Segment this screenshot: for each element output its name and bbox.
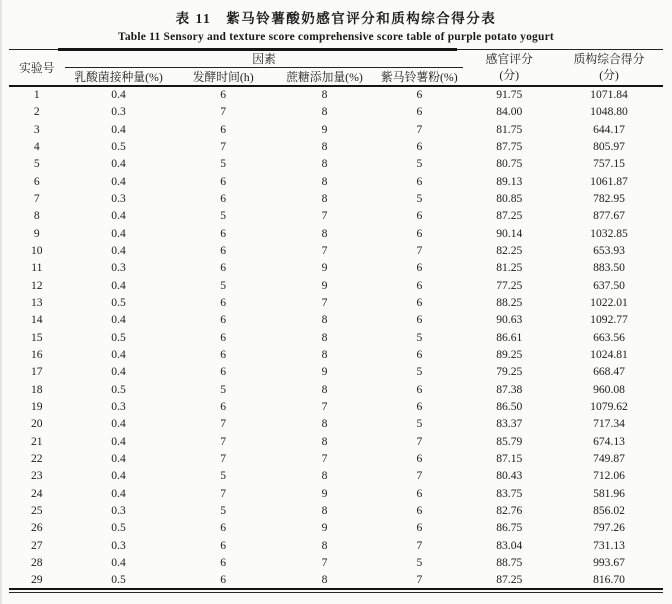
cell-fermentation-time: 6 [220, 174, 227, 188]
cell-sensory-score: 87.15 [496, 452, 523, 466]
table-title-zh: 表 11 紫马铃薯酸奶感官评分和质构综合得分表 [175, 11, 497, 26]
cell-purple-potato-powder: 7 [416, 434, 423, 448]
table-row [9, 242, 663, 259]
table-row [9, 416, 663, 433]
cell-sensory-score: 85.79 [496, 434, 523, 448]
cell-texture-score: 1022.01 [590, 296, 628, 309]
cell-texture-score: 1061.87 [590, 174, 628, 188]
cell-sucrose-addition: 8 [321, 573, 328, 586]
cell-sensory-score: 87.25 [496, 209, 523, 223]
cell-sensory-score: 80.75 [496, 157, 523, 171]
cell-purple-potato-powder: 5 [416, 417, 423, 431]
table-row [9, 572, 663, 589]
table-row [9, 502, 663, 519]
table-row [9, 173, 663, 190]
cell-lactic-inoculation: 0.5 [111, 382, 126, 396]
table-row [9, 398, 663, 415]
cell-sucrose-addition: 8 [321, 382, 328, 396]
cell-purple-potato-powder: 6 [416, 278, 423, 292]
cell-lactic-inoculation: 0.4 [111, 469, 126, 483]
cell-sucrose-addition: 7 [321, 556, 328, 570]
cell-texture-score: 816.70 [593, 573, 625, 586]
cell-exp-no: 13 [30, 296, 43, 309]
table-row [9, 225, 663, 242]
orthogonal-results-table [9, 49, 663, 590]
cell-texture-score: 877.67 [593, 209, 625, 223]
cell-purple-potato-powder: 6 [416, 139, 423, 153]
cell-exp-no: 7 [33, 191, 40, 205]
cell-purple-potato-powder: 5 [416, 365, 423, 379]
cell-sensory-score: 81.25 [496, 261, 523, 275]
cell-sensory-score: 86.75 [496, 521, 523, 535]
cell-fermentation-time: 6 [220, 296, 227, 309]
cell-exp-no: 20 [30, 417, 43, 431]
cell-fermentation-time: 7 [220, 434, 227, 448]
cell-exp-no: 23 [30, 469, 43, 483]
cell-lactic-inoculation: 0.3 [111, 538, 126, 552]
cell-purple-potato-powder: 5 [416, 330, 423, 344]
cell-exp-no: 10 [30, 243, 43, 257]
cell-lactic-inoculation: 0.4 [111, 417, 126, 431]
cell-fermentation-time: 6 [220, 261, 227, 275]
table-row [9, 103, 663, 120]
cell-fermentation-time: 5 [220, 278, 227, 292]
cell-lactic-inoculation: 0.4 [111, 209, 126, 223]
cell-exp-no: 29 [30, 573, 43, 586]
cell-sensory-score: 83.04 [496, 538, 523, 552]
cell-sucrose-addition: 8 [321, 174, 328, 188]
cell-purple-potato-powder: 7 [416, 243, 423, 257]
cell-lactic-inoculation: 0.4 [111, 348, 126, 362]
cell-sucrose-addition: 9 [321, 278, 328, 292]
cell-lactic-inoculation: 0.3 [111, 400, 126, 414]
cell-sensory-score: 80.85 [496, 191, 523, 205]
cell-fermentation-time: 6 [220, 538, 227, 552]
cell-sensory-score: 80.43 [496, 469, 523, 483]
cell-purple-potato-powder: 5 [416, 157, 423, 171]
cell-lactic-inoculation: 0.5 [111, 573, 126, 586]
cell-exp-no: 27 [30, 538, 43, 552]
table-row [9, 537, 663, 554]
cell-fermentation-time: 6 [220, 313, 227, 327]
cell-fermentation-time: 6 [220, 88, 227, 102]
cell-lactic-inoculation: 0.4 [111, 88, 126, 102]
cell-fermentation-time: 6 [220, 400, 227, 414]
table-title-en: Table 11 Sensory and texture score comprehensive score table of purple potato yogurt [118, 31, 554, 43]
cell-texture-score: 1092.77 [590, 313, 628, 327]
cell-sucrose-addition: 7 [321, 296, 328, 309]
cell-sucrose-addition: 8 [321, 88, 328, 102]
header-sensory-line2: (分) [499, 67, 520, 82]
cell-sucrose-addition: 8 [321, 191, 328, 205]
cell-fermentation-time: 6 [220, 226, 227, 240]
cell-exp-no: 5 [33, 157, 40, 171]
table-row [9, 294, 663, 311]
cell-purple-potato-powder: 6 [416, 313, 423, 327]
header-sucrose-addition: 蔗糖添加量(%) [274, 68, 375, 87]
cell-lactic-inoculation: 0.4 [111, 452, 126, 466]
table-body [9, 86, 663, 589]
cell-exp-no: 22 [30, 452, 43, 466]
cell-sucrose-addition: 7 [321, 452, 328, 466]
cell-texture-score: 674.13 [593, 434, 625, 448]
cell-sucrose-addition: 9 [321, 261, 328, 275]
cell-sucrose-addition: 9 [321, 486, 328, 500]
cell-purple-potato-powder: 6 [416, 105, 423, 119]
cell-texture-score: 805.97 [593, 139, 625, 153]
cell-sucrose-addition: 9 [321, 521, 328, 535]
header-fermentation-time: 发酵时间(h) [172, 68, 273, 87]
cell-purple-potato-powder: 6 [416, 452, 423, 466]
table-row [9, 381, 663, 398]
cell-purple-potato-powder: 6 [416, 261, 423, 275]
cell-lactic-inoculation: 0.4 [111, 226, 126, 240]
cell-purple-potato-powder: 5 [416, 191, 423, 205]
table-row [9, 485, 663, 502]
cell-sucrose-addition: 8 [321, 538, 328, 552]
cell-fermentation-time: 7 [220, 417, 227, 431]
cell-sensory-score: 77.25 [496, 278, 523, 292]
cell-texture-score: 717.34 [593, 417, 625, 431]
cell-purple-potato-powder: 6 [416, 88, 423, 102]
cell-sensory-score: 79.25 [496, 365, 523, 379]
cell-purple-potato-powder: 6 [416, 226, 423, 240]
cell-texture-score: 1024.81 [590, 348, 628, 362]
cell-sensory-score: 87.25 [496, 573, 523, 586]
cell-sensory-score: 84.00 [496, 105, 523, 119]
cell-sensory-score: 81.75 [496, 122, 523, 136]
cell-texture-score: 856.02 [593, 504, 625, 518]
header-factors-group: 因素 [65, 50, 464, 68]
cell-sucrose-addition: 8 [321, 105, 328, 119]
table-row [9, 277, 663, 294]
cell-lactic-inoculation: 0.4 [111, 313, 126, 327]
cell-sucrose-addition: 8 [321, 226, 328, 240]
table-row [9, 155, 663, 172]
cell-texture-score: 960.08 [593, 382, 625, 396]
cell-exp-no: 28 [30, 556, 43, 570]
cell-purple-potato-powder: 6 [416, 521, 423, 535]
cell-exp-no: 26 [30, 521, 43, 535]
cell-exp-no: 19 [30, 400, 43, 414]
cell-sucrose-addition: 7 [321, 209, 328, 223]
cell-lactic-inoculation: 0.4 [111, 365, 126, 379]
cell-sensory-score: 82.76 [496, 504, 523, 518]
cell-sucrose-addition: 8 [321, 348, 328, 362]
cell-lactic-inoculation: 0.3 [111, 261, 126, 275]
cell-sucrose-addition: 7 [321, 400, 328, 414]
cell-texture-score: 668.47 [593, 365, 625, 379]
cell-sucrose-addition: 8 [321, 504, 328, 518]
cell-fermentation-time: 6 [220, 122, 227, 136]
cell-exp-no: 17 [30, 365, 43, 379]
table-row [9, 207, 663, 224]
cell-sucrose-addition: 8 [321, 417, 328, 431]
cell-sensory-score: 90.63 [496, 313, 523, 327]
cell-sucrose-addition: 8 [321, 157, 328, 171]
cell-texture-score: 993.67 [593, 556, 625, 570]
cell-sucrose-addition: 9 [321, 365, 328, 379]
cell-sensory-score: 89.25 [496, 348, 523, 362]
table-row [9, 520, 663, 537]
cell-exp-no: 12 [30, 278, 43, 292]
cell-fermentation-time: 7 [220, 486, 227, 500]
cell-lactic-inoculation: 0.3 [111, 105, 126, 119]
cell-purple-potato-powder: 7 [416, 122, 423, 136]
cell-texture-score: 653.93 [593, 243, 625, 257]
cell-exp-no: 11 [31, 261, 43, 275]
cell-sensory-score: 86.50 [496, 400, 523, 414]
cell-fermentation-time: 6 [220, 191, 227, 205]
cell-purple-potato-powder: 6 [416, 504, 423, 518]
cell-fermentation-time: 6 [220, 573, 227, 586]
table-row [9, 450, 663, 467]
cell-exp-no: 14 [30, 313, 43, 327]
cell-texture-score: 1079.62 [590, 400, 628, 414]
cell-exp-no: 24 [30, 486, 43, 500]
cell-sensory-score: 89.13 [496, 174, 523, 188]
cell-lactic-inoculation: 0.5 [111, 139, 126, 153]
cell-lactic-inoculation: 0.5 [111, 521, 126, 535]
cell-sucrose-addition: 8 [321, 139, 328, 153]
cell-fermentation-time: 5 [220, 382, 227, 396]
cell-texture-score: 637.50 [593, 278, 625, 292]
header-texture-line2: (分) [599, 67, 619, 82]
cell-exp-no: 15 [30, 330, 43, 344]
cell-lactic-inoculation: 0.4 [111, 243, 126, 257]
table-row [9, 468, 663, 485]
data-table-wrapper [9, 49, 663, 593]
cell-fermentation-time: 6 [220, 348, 227, 362]
header-sensory-score [463, 50, 555, 87]
cell-texture-score: 757.15 [593, 157, 625, 171]
table-row [9, 329, 663, 346]
cell-exp-no: 21 [30, 434, 43, 448]
header-lactic-inoculation: 乳酸菌接种量(%) [65, 68, 173, 87]
table-row [9, 311, 663, 328]
cell-texture-score: 797.26 [593, 521, 625, 535]
cell-sucrose-addition: 8 [321, 469, 328, 483]
cell-exp-no: 1 [33, 88, 40, 102]
cell-texture-score: 749.87 [593, 452, 625, 466]
cell-lactic-inoculation: 0.3 [111, 191, 126, 205]
cell-exp-no: 4 [33, 139, 40, 153]
cell-exp-no: 8 [33, 209, 40, 223]
scan-gutter-shadow [0, 0, 3, 604]
cell-purple-potato-powder: 7 [416, 573, 423, 586]
cell-exp-no: 9 [33, 226, 40, 240]
cell-purple-potato-powder: 6 [416, 174, 423, 188]
table-row [9, 190, 663, 207]
cell-exp-no: 6 [33, 174, 40, 188]
cell-fermentation-time: 5 [220, 209, 227, 223]
cell-purple-potato-powder: 6 [416, 348, 423, 362]
cell-sucrose-addition: 8 [321, 434, 328, 448]
table-header [9, 50, 663, 87]
cell-texture-score: 1048.80 [590, 105, 628, 119]
cell-texture-score: 644.17 [593, 122, 625, 136]
cell-sensory-score: 86.61 [496, 330, 523, 344]
cell-texture-score: 883.50 [593, 261, 625, 275]
table-row [9, 554, 663, 571]
cell-sucrose-addition: 8 [321, 313, 328, 327]
cell-sensory-score: 90.14 [496, 226, 523, 240]
cell-lactic-inoculation: 0.4 [111, 434, 126, 448]
cell-purple-potato-powder: 7 [416, 469, 423, 483]
cell-purple-potato-powder: 6 [416, 400, 423, 414]
cell-fermentation-time: 6 [220, 243, 227, 257]
cell-sucrose-addition: 8 [321, 330, 328, 344]
table-row [9, 86, 663, 103]
cell-texture-score: 581.96 [593, 486, 625, 500]
cell-exp-no: 18 [30, 382, 43, 396]
cell-sensory-score: 87.38 [496, 382, 523, 396]
cell-fermentation-time: 5 [220, 469, 227, 483]
cell-texture-score: 663.56 [593, 330, 625, 344]
table-row [9, 346, 663, 363]
table-row [9, 121, 663, 138]
header-exp-no: 实验号 [9, 50, 65, 87]
cell-exp-no: 25 [30, 504, 43, 518]
header-texture-line1: 质构综合得分 [573, 51, 645, 66]
table-row [9, 259, 663, 276]
cell-fermentation-time: 6 [220, 330, 227, 344]
cell-lactic-inoculation: 0.4 [111, 486, 126, 500]
table-row [9, 433, 663, 450]
cell-sensory-score: 88.25 [496, 296, 523, 309]
cell-fermentation-time: 7 [220, 139, 227, 153]
cell-fermentation-time: 7 [220, 105, 227, 119]
cell-lactic-inoculation: 0.4 [111, 278, 126, 292]
header-purple-potato-powder: 紫马铃薯粉(%) [375, 68, 463, 87]
cell-purple-potato-powder: 6 [416, 382, 423, 396]
cell-purple-potato-powder: 7 [416, 538, 423, 552]
cell-texture-score: 1032.85 [590, 226, 628, 240]
cell-sensory-score: 83.37 [496, 417, 523, 431]
cell-texture-score: 731.13 [593, 538, 625, 552]
cell-sensory-score: 82.25 [496, 243, 523, 257]
cell-exp-no: 16 [30, 348, 43, 362]
cell-sensory-score: 88.75 [496, 556, 523, 570]
cell-texture-score: 782.95 [593, 191, 625, 205]
header-sensory-line1: 感官评分 [485, 51, 533, 66]
cell-sensory-score: 83.75 [496, 486, 523, 500]
cell-sucrose-addition: 9 [321, 122, 328, 136]
cell-fermentation-time: 5 [220, 157, 227, 171]
cell-sucrose-addition: 7 [321, 243, 328, 257]
cell-exp-no: 2 [33, 105, 40, 119]
cell-sensory-score: 87.75 [496, 139, 523, 153]
cell-purple-potato-powder: 5 [416, 556, 423, 570]
cell-lactic-inoculation: 0.4 [111, 174, 126, 188]
cell-lactic-inoculation: 0.4 [111, 157, 126, 171]
cell-lactic-inoculation: 0.4 [111, 122, 126, 136]
cell-lactic-inoculation: 0.5 [111, 330, 126, 344]
cell-fermentation-time: 6 [220, 521, 227, 535]
cell-purple-potato-powder: 6 [416, 486, 423, 500]
cell-sensory-score: 91.75 [496, 88, 523, 102]
cell-lactic-inoculation: 0.5 [111, 296, 126, 309]
cell-lactic-inoculation: 0.3 [111, 504, 126, 518]
cell-purple-potato-powder: 6 [416, 209, 423, 223]
header-texture-score [555, 50, 663, 87]
cell-lactic-inoculation: 0.4 [111, 556, 126, 570]
cell-fermentation-time: 6 [220, 556, 227, 570]
cell-exp-no: 3 [33, 122, 40, 136]
cell-purple-potato-powder: 6 [416, 296, 423, 309]
cell-texture-score: 712.06 [593, 469, 625, 483]
cell-fermentation-time: 5 [220, 504, 227, 518]
cell-texture-score: 1071.84 [590, 88, 628, 102]
table-row [9, 138, 663, 155]
factors-top-rule [58, 48, 457, 51]
cell-fermentation-time: 7 [220, 452, 227, 466]
table-row [9, 364, 663, 381]
table-bottom-thin-rule [9, 592, 663, 593]
cell-fermentation-time: 6 [220, 365, 227, 379]
